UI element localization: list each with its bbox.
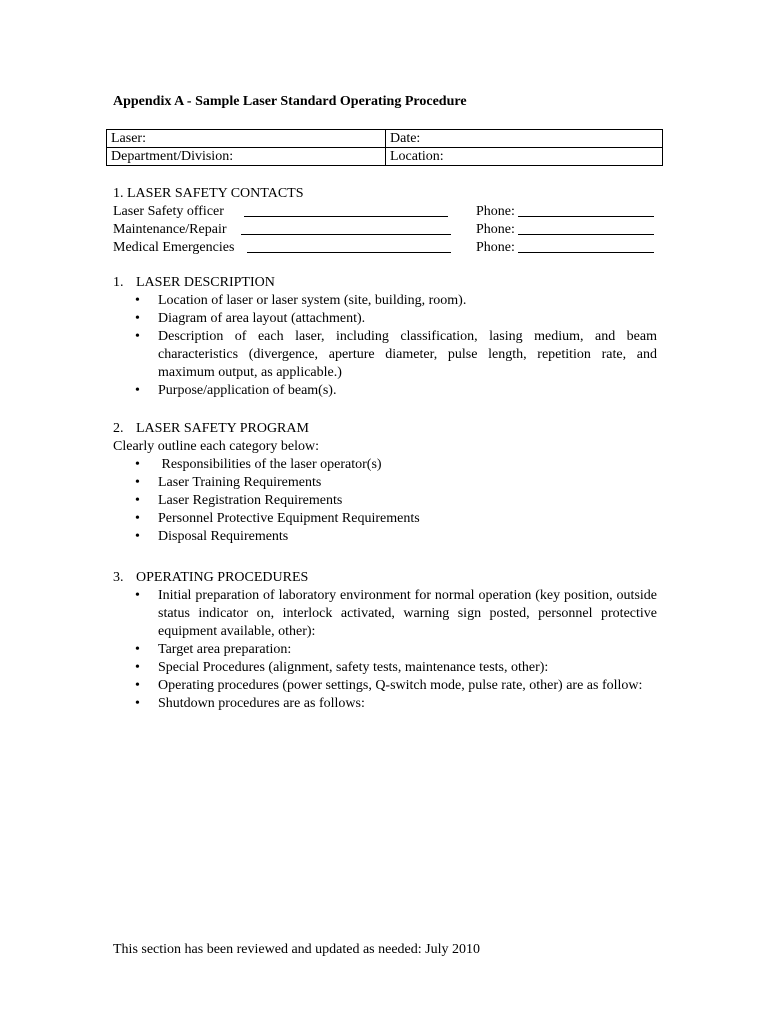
list-item-text: Initial preparation of laboratory environment for normal operation (key position, outside status indicator on, interlock activated, warning sign posted, personnel protective equipment available, other):	[158, 588, 657, 639]
bullet-icon: •	[135, 383, 140, 398]
department-field[interactable]: Department/Division:	[107, 148, 386, 166]
contact-name-line[interactable]	[244, 216, 448, 217]
contact-label: Laser Safety officer	[113, 204, 224, 219]
list-item-text: Laser Registration Requirements	[158, 493, 343, 508]
bullet-icon: •	[135, 329, 140, 344]
list-item	[113, 492, 657, 510]
safety-contacts-section	[113, 185, 663, 257]
contacts-heading: 1. LASER SAFETY CONTACTS	[113, 186, 304, 201]
phone-label: Phone:	[476, 222, 515, 237]
operating-procedures-section	[113, 569, 657, 713]
section-number: 3.	[113, 570, 124, 585]
bullet-icon: •	[135, 529, 140, 544]
phone-line[interactable]	[518, 252, 654, 253]
section-number: 2.	[113, 421, 124, 436]
bullet-icon: •	[135, 696, 140, 711]
contact-label: Maintenance/Repair	[113, 222, 227, 237]
list-item	[113, 456, 657, 474]
location-field[interactable]: Location:	[386, 148, 663, 166]
list-item	[113, 695, 657, 713]
list-item	[113, 641, 657, 659]
phone-label: Phone:	[476, 240, 515, 255]
section-heading	[113, 569, 657, 587]
contact-label: Medical Emergencies	[113, 240, 235, 255]
list-item	[113, 292, 657, 310]
bullet-icon: •	[135, 588, 140, 603]
section-title: LASER DESCRIPTION	[136, 275, 275, 290]
list-item	[113, 310, 657, 328]
bullet-icon: •	[135, 660, 140, 675]
date-field[interactable]: Date:	[386, 130, 663, 148]
laser-description-section	[113, 274, 657, 400]
bullet-list	[113, 292, 657, 400]
list-item-text: Special Procedures (alignment, safety tests, maintenance tests, other):	[158, 660, 549, 675]
contact-name-line[interactable]	[241, 234, 451, 235]
section-number: 1.	[113, 275, 124, 290]
list-item-text: Location of laser or laser system (site, building, room).	[158, 293, 467, 308]
list-item	[113, 382, 657, 400]
section-title: OPERATING PROCEDURES	[136, 570, 309, 585]
laser-safety-program-section	[113, 420, 657, 546]
section-heading	[113, 274, 657, 292]
list-item-text: Description of each laser, including classification, lasing medium, and beam characteristics (divergence, aperture diameter, pulse length, repetition rate, and maximum output, as applicable.)	[158, 329, 657, 380]
section-heading	[113, 420, 657, 438]
header-info-table	[106, 129, 663, 166]
phone-line[interactable]	[518, 234, 654, 235]
contact-row-maintenance	[113, 221, 663, 239]
list-item-text: Operating procedures (power settings, Q-switch mode, pulse rate, other) are as follow:	[158, 678, 643, 693]
contact-row-medical	[113, 239, 663, 257]
section-title: LASER SAFETY PROGRAM	[136, 421, 309, 436]
bullet-icon: •	[135, 642, 140, 657]
list-item-text: Purpose/application of beam(s).	[158, 383, 337, 398]
list-item	[113, 528, 657, 546]
section-intro: Clearly outline each category below:	[113, 439, 320, 454]
contact-name-line[interactable]	[247, 252, 451, 253]
bullet-list	[113, 456, 657, 546]
bullet-list	[113, 587, 657, 713]
review-footer: This section has been reviewed and updated as needed: July 2010	[113, 942, 481, 957]
bullet-icon: •	[135, 511, 140, 526]
bullet-icon: •	[135, 475, 140, 490]
list-item-text: Shutdown procedures are as follows:	[158, 696, 365, 711]
bullet-icon: •	[135, 493, 140, 508]
phone-line[interactable]	[518, 216, 654, 217]
list-item	[113, 328, 657, 382]
bullet-icon: •	[135, 293, 140, 308]
list-item	[113, 510, 657, 528]
list-item	[113, 677, 657, 695]
list-item-text: Disposal Requirements	[158, 529, 289, 544]
list-item	[113, 587, 657, 641]
contact-row-safety-officer	[113, 203, 663, 221]
bullet-icon: •	[135, 457, 140, 472]
bullet-icon: •	[135, 678, 140, 693]
document-title: Appendix A - Sample Laser Standard Operating Procedure	[113, 94, 467, 109]
list-item-text: Target area preparation:	[158, 642, 292, 657]
laser-field[interactable]: Laser:	[107, 130, 386, 148]
list-item-text: Personnel Protective Equipment Requirements	[158, 511, 420, 526]
table-row	[107, 148, 663, 166]
list-item	[113, 659, 657, 677]
list-item-text: Diagram of area layout (attachment).	[158, 311, 366, 326]
bullet-icon: •	[135, 311, 140, 326]
phone-label: Phone:	[476, 204, 515, 219]
table-row	[107, 130, 663, 148]
list-item-text: Laser Training Requirements	[158, 475, 322, 490]
list-item-text: Responsibilities of the laser operator(s)	[158, 457, 382, 472]
list-item	[113, 474, 657, 492]
